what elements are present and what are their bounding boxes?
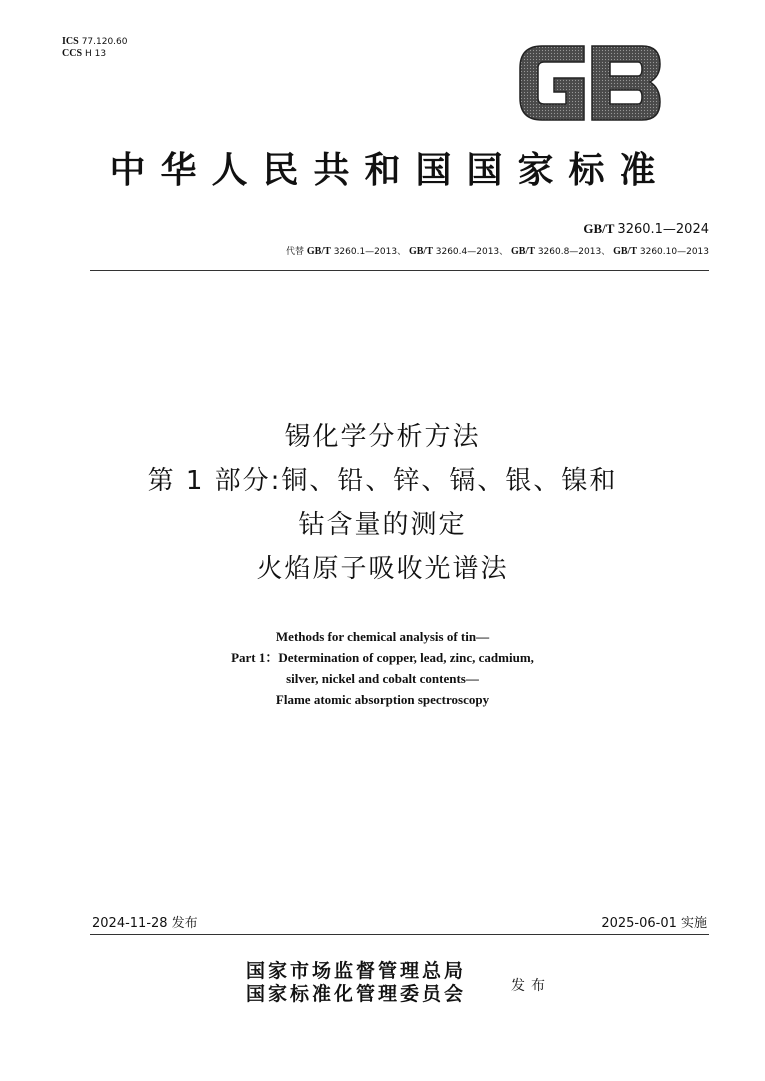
chinese-title	[0, 415, 765, 591]
issuer-name: 国家标准化管理委员会	[246, 984, 467, 1005]
replaced-standard-number: 3260.1—2013、	[333, 247, 407, 257]
replaced-standard-number: 3260.10—2013	[639, 247, 709, 257]
english-title-line: Part 1：Determination of copper, lead, zinc, cadmium,	[231, 650, 534, 665]
replaced-standard-prefix: GB/T	[306, 246, 331, 257]
english-title-line: Methods for chemical analysis of tin—	[275, 629, 490, 644]
chinese-title-line: 火焰原子吸收光谱法	[256, 554, 509, 584]
svg-text:GB: GB	[589, 100, 591, 101]
header-divider	[90, 270, 709, 271]
replaced-standard-prefix: GB/T	[511, 246, 535, 257]
issuing-authorities	[246, 960, 466, 1006]
replaced-standard-number: 3260.4—2013、	[435, 247, 509, 257]
ics-label: ICS	[62, 36, 79, 47]
issue-date: 2024-11-28 发布	[92, 916, 198, 931]
standard-number-prefix: GB/T	[583, 221, 615, 236]
replaced-standard-prefix: GB/T	[613, 246, 637, 257]
implementation-date: 2025-06-01 实施	[601, 916, 707, 931]
gb-logo-icon	[514, 40, 664, 126]
replaced-standard-number: 3260.8—2013、	[537, 247, 611, 257]
replaced-standard-prefix: GB/T	[408, 246, 433, 257]
chinese-title-line: 锡化学分析方法	[284, 422, 481, 452]
standard-number-value: 3260.1—2024	[617, 222, 709, 237]
standard-number	[583, 221, 709, 237]
chinese-title-line: 钴含量的测定	[298, 510, 467, 540]
standard-title: 中华人民共和国国家标准	[109, 150, 671, 190]
chinese-title-line: 第 1 部分:铜、铅、锌、镉、银、镍和	[147, 466, 618, 496]
english-title	[0, 626, 765, 710]
replaces-label: 代替	[286, 247, 305, 257]
replaces-line	[286, 244, 709, 257]
ics-value: 77.120.60	[81, 37, 128, 47]
issuer-name: 国家市场监督管理总局	[246, 961, 467, 982]
ccs-label: CCS	[62, 48, 83, 59]
footer-divider	[90, 934, 709, 935]
issue-verb: 发布	[511, 978, 551, 994]
ccs-value: H 13	[85, 49, 107, 59]
english-title-line: silver, nickel and cobalt contents—	[286, 671, 479, 686]
english-title-line: Flame atomic absorption spectroscopy	[275, 692, 490, 707]
classification-codes	[62, 36, 128, 60]
